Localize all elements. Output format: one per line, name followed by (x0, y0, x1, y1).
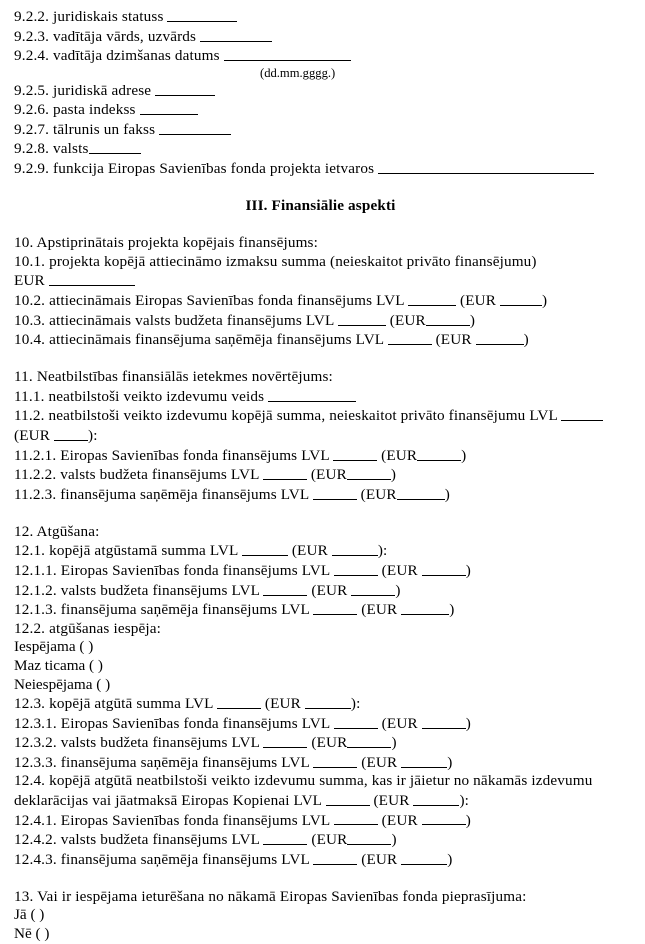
label-10-3: 10.3. attiecināmais valsts budžeta finansējums LVL (14, 311, 338, 329)
form-line-9-2-9 (14, 159, 627, 179)
label-9-2-7: 9.2.7. tālrunis un fakss (14, 120, 160, 138)
blank-10-3-eur[interactable] (426, 311, 470, 326)
label-11-2-2: 11.2.2. valsts budžeta finansējums LVL (14, 466, 263, 484)
option-maz-ticama[interactable]: Maz ticama ( ) (14, 656, 103, 674)
option-neiespejama[interactable]: Neiespējama ( ) (14, 675, 111, 693)
label-11-1: 11.1. neatbilstoši veikto izdevumu veids (14, 387, 269, 405)
blank-12-3-3-lvl[interactable] (313, 753, 357, 768)
blank-12-3-1-lvl[interactable] (334, 714, 378, 729)
blank-12-1-2-eur[interactable] (351, 581, 395, 596)
label-12-3-3-close: ) (447, 753, 453, 771)
blank-12-1-lvl[interactable] (242, 541, 288, 556)
label-9-2-6: 9.2.6. pasta indekss (14, 101, 140, 119)
label-12-4-2-eur: (EUR (307, 831, 348, 849)
label-11-2-1: 11.2.1. Eiropas Savienības fonda finansējums LVL (14, 446, 334, 464)
label-10-4-eur: (EUR (431, 331, 476, 349)
blank-12-1-1-eur[interactable] (422, 561, 466, 576)
blank-12-4-eur[interactable] (413, 791, 459, 806)
date-format-note: (dd.mm.gggg.) (260, 65, 336, 80)
label-11-2-3-close: ) (444, 485, 450, 503)
blank-11-2-3-eur[interactable] (397, 485, 445, 500)
label-12-3-1: 12.3.1. Eiropas Savienības fonda finansējums LVL (14, 714, 334, 732)
blank-11-2-2-eur[interactable] (347, 465, 391, 480)
form-line-12-1 (14, 541, 627, 561)
form-line-12-1-1 (14, 561, 627, 581)
form-line-11-2-2 (14, 465, 627, 485)
blank-11-2-eur[interactable] (54, 426, 88, 441)
blank-9-2-7[interactable] (159, 120, 231, 135)
form-line-12-4-3 (14, 850, 627, 870)
form-line-12-4-2 (14, 830, 627, 850)
label-12-3-close: ): (350, 695, 361, 713)
blank-12-3-lvl[interactable] (217, 694, 261, 709)
label-11-2-3: 11.2.3. finansējuma saņēmēja finansējums LVL (14, 485, 313, 503)
spacer-2 (14, 216, 627, 235)
option-ne[interactable]: Nē ( ) (14, 924, 50, 942)
form-line-10-2 (14, 291, 627, 311)
blank-12-4-lvl[interactable] (326, 791, 370, 806)
label-12-3: 12.3. kopējā atgūtā summa LVL (14, 695, 217, 713)
blank-10-3-lvl[interactable] (338, 311, 386, 326)
form-line-12-3 (14, 694, 627, 714)
form-line-9-2-4 (14, 46, 627, 66)
label-12-4-eur: (EUR (369, 791, 414, 809)
label-12-1-2: 12.1.2. valsts budžeta finansējums LVL (14, 581, 264, 599)
label-12-4-close: ): (459, 791, 470, 809)
label-10-1-eur: EUR (14, 272, 49, 290)
blank-12-1-2-lvl[interactable] (263, 581, 307, 596)
blank-11-2-3-lvl[interactable] (313, 485, 357, 500)
section-13-title: 13. Vai ir iespējama ieturēšana no nākamā Eiropas Savienības fonda pieprasījuma: (14, 887, 527, 905)
label-11-2-eur: (EUR (14, 427, 54, 444)
blank-11-2-2-lvl[interactable] (263, 465, 307, 480)
label-12-3-1-close: ) (465, 714, 471, 732)
form-line-10-1a: 10.1. projekta kopējā attiecināmo izmaksu summa (neieskaitot privāto finansējumu) (14, 252, 537, 270)
blank-10-1-eur[interactable] (49, 271, 135, 286)
section-12-title: 12. Atgūšana: (14, 522, 100, 540)
form-line-12-1-2 (14, 581, 627, 601)
label-10-3-eur: (EUR (385, 311, 426, 329)
label-12-1-3-eur: (EUR (357, 601, 402, 619)
form-line-9-2-3 (14, 27, 627, 47)
label-12-3-2-eur: (EUR (307, 734, 348, 752)
label-12-1-close: ): (377, 542, 388, 560)
label-11-2-1-close: ) (461, 446, 467, 464)
label-12-4-1-close: ) (465, 811, 471, 829)
form-line-11-2a (14, 406, 627, 426)
blank-10-4-eur[interactable] (476, 330, 524, 345)
label-12-3-3: 12.3.3. finansējuma saņēmēja finansējums LVL (14, 753, 314, 771)
form-line-9-2-8 (14, 139, 627, 159)
form-line-12-3-1 (14, 714, 627, 734)
form-line-12-3-2 (14, 733, 627, 753)
blank-12-1-1-lvl[interactable] (334, 561, 378, 576)
label-9-2-9: 9.2.9. funkcija Eiropas Savienības fonda projekta ietvaros (14, 159, 379, 177)
spacer-3 (14, 350, 627, 369)
blank-12-4-3-eur[interactable] (401, 850, 447, 865)
blank-12-3-2-lvl[interactable] (263, 733, 307, 748)
label-10-4-close: ) (523, 331, 529, 349)
label-11-2-2-eur: (EUR (306, 466, 347, 484)
label-12-1-2-eur: (EUR (307, 581, 352, 599)
blank-9-2-4[interactable] (224, 46, 351, 61)
form-line-10-3 (14, 311, 627, 331)
blank-12-1-eur[interactable] (332, 541, 378, 556)
label-11-2: 11.2. neatbilstoši veikto izdevumu kopējā summa, neieskaitot privāto finansējumu LVL (14, 407, 562, 425)
blank-11-2-1-lvl[interactable] (333, 446, 377, 461)
form-line-12-2: 12.2. atgūšanas iespēja: (14, 619, 162, 637)
label-10-2-close: ) (542, 292, 548, 309)
label-11-2-2-close: ) (390, 466, 397, 484)
form-line-9-2-2 (14, 7, 627, 27)
label-11-2-1-eur: (EUR (377, 446, 418, 464)
label-12-4-1-eur: (EUR (377, 811, 422, 829)
blank-12-3-3-eur[interactable] (401, 753, 447, 768)
blank-12-4-2-eur[interactable] (347, 830, 391, 845)
label-12-3-2-close: ) (391, 734, 397, 752)
blank-12-1-3-lvl[interactable] (313, 600, 357, 615)
label-12-1-2-close: ) (395, 581, 401, 599)
blank-12-3-2-eur[interactable] (347, 733, 391, 748)
section-11-title: 11. Neatbilstības finansiālās ietekmes novērtējums: (14, 368, 333, 386)
label-10-2: 10.2. attiecināmais Eiropas Savienības fonda finansējums LVL (14, 292, 409, 309)
label-11-2-close: ): (88, 427, 98, 444)
blank-9-2-3[interactable] (200, 27, 272, 42)
option-iespejama[interactable]: Iespējama ( ) (14, 638, 94, 656)
form-line-10-1b (14, 271, 627, 291)
form-line-12-3-3 (14, 753, 627, 773)
blank-9-2-8[interactable] (89, 139, 141, 154)
form-line-12-4-1 (14, 811, 627, 831)
label-9-2-8: 9.2.8. valsts (14, 140, 89, 158)
label-10-4: 10.4. attiecināmais finansējuma saņēmēja finansējums LVL (14, 331, 388, 349)
label-12-1-3-close: ) (449, 601, 455, 619)
form-line-9-2-6 (14, 100, 627, 120)
label-9-2-2: 9.2.2. juridiskais statuss (14, 7, 168, 25)
label-12-3-3-eur: (EUR (357, 753, 402, 771)
form-line-9-2-7 (14, 120, 627, 140)
spacer-4 (14, 504, 627, 523)
label-12-4-1: 12.4.1. Eiropas Savienības fonda finansējums LVL (14, 811, 334, 829)
label-12-3-2: 12.3.2. valsts budžeta finansējums LVL (14, 734, 264, 752)
blank-9-2-2[interactable] (167, 7, 237, 22)
label-12-1-1-eur: (EUR (377, 562, 422, 579)
label-12-4-3-eur: (EUR (357, 850, 402, 868)
label-12-1-1-close: ) (465, 562, 471, 579)
label-9-2-4: 9.2.4. vadītāja dzimšanas datums (14, 47, 224, 65)
label-12-4-3: 12.4.3. finansējuma saņēmēja finansējums LVL (14, 850, 314, 868)
form-line-12-4b (14, 791, 627, 811)
label-12-1-eur: (EUR (287, 542, 332, 560)
blank-12-3-1-eur[interactable] (422, 714, 466, 729)
label-12-3-1-eur: (EUR (377, 714, 422, 732)
blank-9-2-5[interactable] (155, 81, 215, 96)
blank-9-2-9[interactable] (378, 159, 594, 174)
form-line-9-2-5 (14, 81, 627, 101)
section-10-title: 10. Apstiprinātais projekta kopējais finansējums: (14, 234, 318, 252)
spacer-5 (14, 869, 627, 888)
blank-12-1-3-eur[interactable] (401, 600, 449, 615)
blank-12-3-eur[interactable] (305, 694, 351, 709)
form-line-10-4 (14, 330, 627, 350)
label-12-3-eur: (EUR (260, 695, 305, 713)
label-11-2-3-eur: (EUR (356, 485, 397, 503)
blank-12-4-1-eur[interactable] (422, 811, 466, 826)
form-line-12-1-3 (14, 600, 627, 620)
form-line-12-4a: 12.4. kopējā atgūtā neatbilstoši veikto izdevumu summa, kas ir jāietur no nākamās izdevumu (14, 772, 593, 790)
section-heading-iii: III. Finansiālie aspekti (245, 197, 396, 215)
blank-10-4-lvl[interactable] (388, 330, 432, 345)
blank-11-2-lvl[interactable] (561, 406, 603, 421)
label-12-1-3: 12.1.3. finansējuma saņēmēja finansējums LVL (14, 601, 314, 619)
blank-12-4-3-lvl[interactable] (313, 850, 357, 865)
label-10-2-eur: (EUR (456, 292, 501, 309)
label-12-4-2: 12.4.2. valsts budžeta finansējums LVL (14, 831, 264, 849)
label-12-1: 12.1. kopējā atgūstamā summa LVL (14, 542, 242, 560)
blank-10-2-lvl[interactable] (408, 291, 456, 306)
form-line-11-2-1 (14, 446, 627, 466)
blank-9-2-6[interactable] (140, 100, 198, 115)
form-line-11-2-3 (14, 485, 627, 505)
option-ja[interactable]: Jā ( ) (14, 906, 45, 924)
label-12-1-1: 12.1.1. Eiropas Savienības fonda finansējums LVL (14, 562, 334, 579)
form-line-11-1 (14, 387, 627, 407)
spacer-1 (14, 179, 627, 198)
label-12-4-3-close: ) (447, 850, 453, 868)
blank-12-4-2-lvl[interactable] (263, 830, 307, 845)
label-12-4b: deklarācijas vai jāatmaksā Eiropas Kopienai LVL (14, 791, 326, 809)
label-12-4-2-close: ) (391, 831, 397, 849)
form-line-11-2b (14, 426, 627, 446)
blank-10-2-eur[interactable] (500, 291, 542, 306)
blank-11-1[interactable] (268, 387, 356, 402)
blank-11-2-1-eur[interactable] (417, 446, 461, 461)
blank-12-4-1-lvl[interactable] (334, 811, 378, 826)
label-10-3-close: ) (469, 311, 476, 329)
label-9-2-3: 9.2.3. vadītāja vārds, uzvārds (14, 27, 201, 45)
label-9-2-5: 9.2.5. juridiskā adrese (14, 81, 156, 99)
